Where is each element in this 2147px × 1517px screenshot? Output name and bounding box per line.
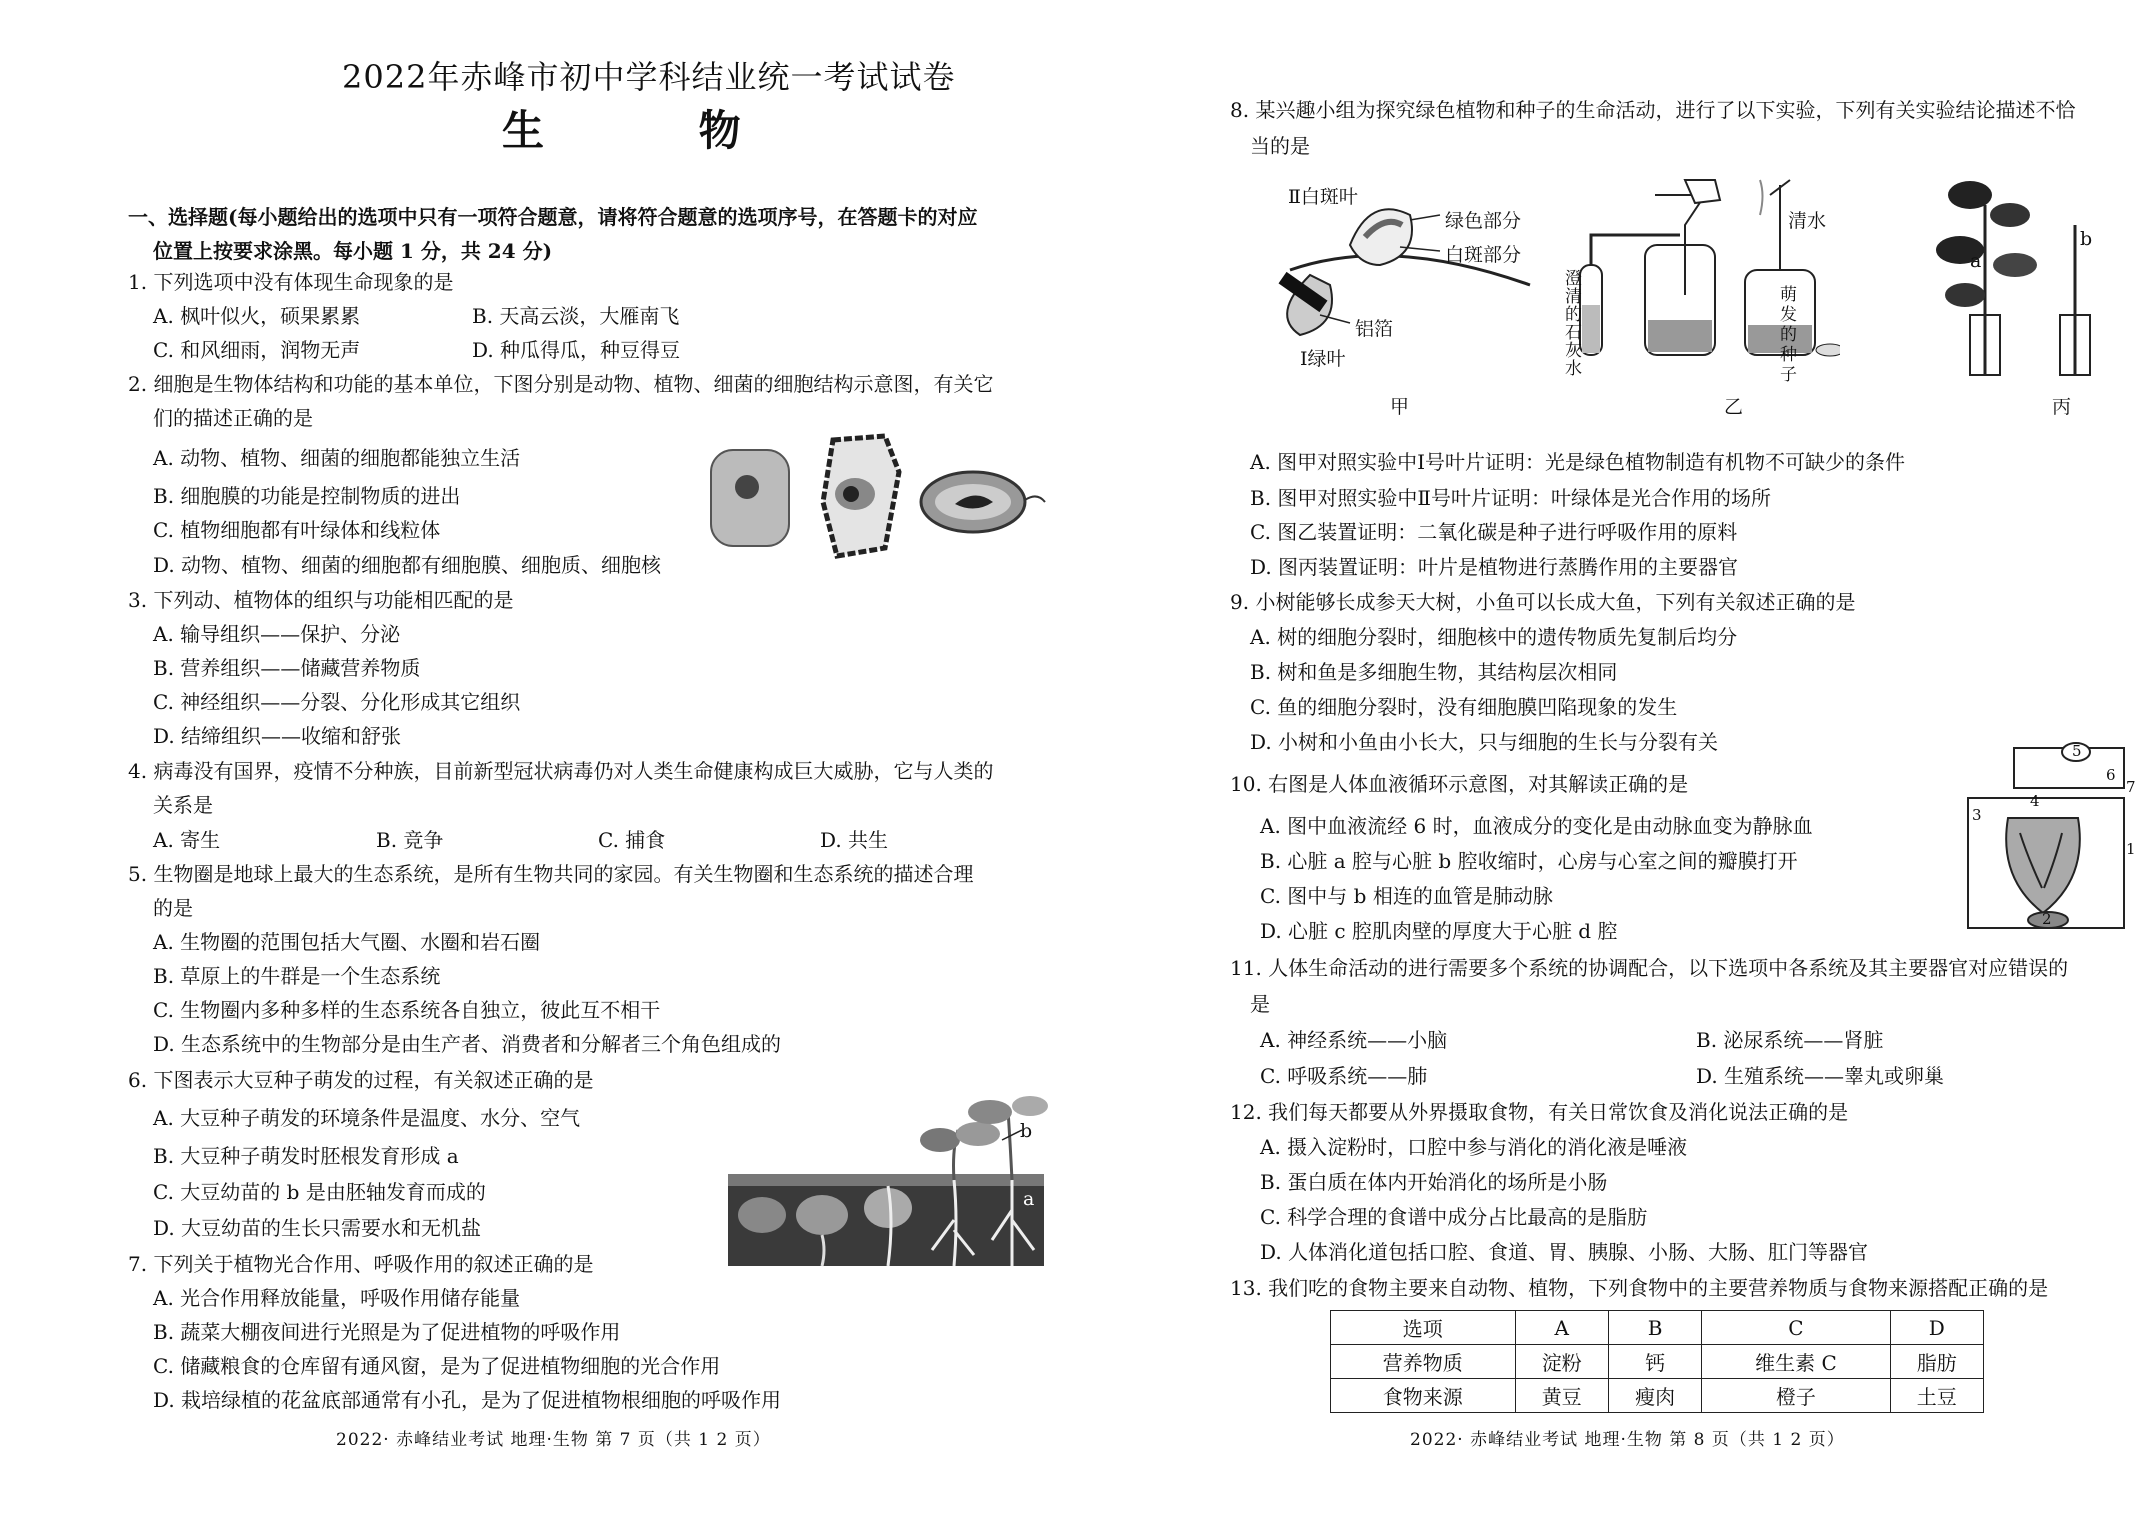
label-green-leaf: Ⅰ绿叶 [1300, 348, 1346, 370]
table-cell: 选项 [1331, 1311, 1516, 1345]
q12-option-b: B. 蛋白质在体内开始消化的场所是小肠 [1260, 1170, 1608, 1194]
question-2-line1: 2. 细胞是生物体结构和功能的基本单位，下图分别是动物、植物、细菌的细胞结构示意图，有关它 [128, 372, 994, 396]
q5-option-b: B. 草原上的牛群是一个生态系统 [153, 964, 441, 988]
label-plant-a: a [1970, 250, 1982, 272]
q11-option-c: C. 呼吸系统——肺 [1260, 1064, 1428, 1088]
section-heading-line1: 一、选择题(每小题给出的选项中只有一项符合题意，请将符合题意的选项序号，在答题卡的对应 [128, 205, 978, 229]
label-white-spot-leaf: Ⅱ白斑叶 [1288, 186, 1358, 208]
table-cell: C [1702, 1311, 1890, 1345]
q8-option-b: B. 图甲对照实验中Ⅱ号叶片证明：叶绿体是光合作用的场所 [1250, 486, 1772, 510]
table-cell: 营养物质 [1331, 1345, 1516, 1379]
q10-option-d: D. 心脏 c 腔肌肉壁的厚度大于心脏 d 腔 [1260, 919, 1618, 943]
q12-option-a: A. 摄入淀粉时，口腔中参与消化的消化液是唾液 [1260, 1135, 1688, 1159]
q11-option-b: B. 泌尿系统——肾脏 [1696, 1028, 1884, 1052]
heart-label-7: 7 [2126, 778, 2136, 796]
q8-option-a: A. 图甲对照实验中Ⅰ号叶片证明：光是绿色植物制造有机物不可缺少的条件 [1250, 450, 1906, 474]
question-4-line2: 关系是 [153, 793, 213, 817]
q12-option-d: D. 人体消化道包括口腔、食道、胃、胰腺、小肠、大肠、肛门等器官 [1260, 1240, 1869, 1264]
question-8-line1: 8. 某兴趣小组为探究绿色植物和种子的生命活动，进行了以下实验，下列有关实验结论描述不恰 [1230, 98, 2076, 122]
q8-option-d: D. 图丙装置证明：叶片是植物进行蒸腾作用的主要器官 [1250, 555, 1739, 579]
bacteria-cell-figure [921, 472, 1045, 532]
soybean-label-a: a [1023, 1188, 1035, 1210]
q1-option-c: C. 和风细雨，润物无声 [153, 338, 361, 362]
q1-option-b: B. 天高云淡，大雁南飞 [472, 304, 680, 328]
page-footer-left: 2022· 赤峰结业考试 地理·生物 第 7 页（共 1 2 页） [336, 1430, 771, 1450]
q10-option-a: A. 图中血液流经 6 时，血液成分的变化是由动脉血变为静脉血 [1260, 814, 1813, 838]
animal-cell-figure [711, 450, 789, 546]
q9-option-c: C. 鱼的细胞分裂时，没有细胞膜凹陷现象的发生 [1250, 695, 1678, 719]
q6-option-a: A. 大豆种子萌发的环境条件是温度、水分、空气 [153, 1106, 581, 1130]
q9-option-b: B. 树和鱼是多细胞生物，其结构层次相同 [1250, 660, 1618, 684]
soybean-germination-figure [722, 1090, 1052, 1270]
question-4-line1: 4. 病毒没有国界，疫情不分种族，目前新型冠状病毒仍对人类生命健康构成巨大威胁，它与人类的 [128, 759, 994, 783]
heart-label-3: 3 [1972, 806, 1982, 824]
right-page [1230, 0, 2147, 1517]
label-limewater: 澄清的石灰水 [1565, 269, 1582, 379]
section-heading-line2: 位置上按要求涂黑。每小题 1 分，共 24 分) [153, 239, 553, 263]
table-cell: 食物来源 [1331, 1379, 1516, 1413]
table-row [1331, 1379, 1984, 1413]
q5-option-d: D. 生态系统中的生物部分是由生产者、消费者和分解者三个角色组成的 [153, 1032, 782, 1056]
question-5-line2: 的是 [153, 896, 193, 920]
q3-option-c: C. 神经组织——分裂、分化形成其它组织 [153, 690, 521, 714]
q1-option-a: A. 枫叶似火，硕果累累 [153, 304, 361, 328]
table-cell: 土豆 [1890, 1379, 1983, 1413]
heart-label-1: 1 [2126, 840, 2136, 858]
figure-bing-plants [1915, 165, 2115, 385]
cell-diagrams [705, 432, 1050, 564]
table-cell: 橙子 [1702, 1379, 1890, 1413]
label-water: 清水 [1788, 210, 1827, 232]
table-cell: 脂肪 [1890, 1345, 1983, 1379]
question-3: 3. 下列动、植物体的组织与功能相匹配的是 [128, 588, 514, 612]
question-6: 6. 下图表示大豆种子萌发的过程，有关叙述正确的是 [128, 1068, 594, 1092]
table-cell: 钙 [1608, 1345, 1701, 1379]
q3-option-d: D. 结缔组织——收缩和舒张 [153, 724, 402, 748]
heart-label-6: 6 [2106, 766, 2116, 784]
q7-option-a: A. 光合作用释放能量，呼吸作用储存能量 [153, 1286, 521, 1310]
question-2-line2: 们的描述正确的是 [153, 406, 313, 430]
q4-option-b: B. 竞争 [376, 828, 444, 852]
nutrition-table [1330, 1310, 1984, 1413]
label-germinating-seeds: 萌发的种子 [1780, 285, 1797, 385]
label-figure-yi: 乙 [1724, 396, 1744, 418]
table-cell: B [1608, 1311, 1701, 1345]
q7-option-c: C. 储藏粮食的仓库留有通风窗，是为了促进植物细胞的光合作用 [153, 1354, 721, 1378]
left-page [0, 0, 1073, 1517]
page-footer-right: 2022· 赤峰结业考试 地理·生物 第 8 页（共 1 2 页） [1410, 1430, 1845, 1450]
question-13: 13. 我们吃的食物主要来自动物、植物，下列食物中的主要营养物质与食物来源搭配正确的是 [1230, 1276, 2049, 1300]
q10-option-b: B. 心脏 a 腔与心脏 b 腔收缩时，心房与心室之间的瓣膜打开 [1260, 849, 1798, 873]
label-figure-bing: 丙 [2052, 396, 2072, 418]
q6-option-d: D. 大豆幼苗的生长只需要水和无机盐 [153, 1216, 482, 1240]
question-7: 7. 下列关于植物光合作用、呼吸作用的叙述正确的是 [128, 1252, 594, 1276]
subject-title: 生 物 [502, 106, 811, 155]
table-cell: 黄豆 [1515, 1379, 1608, 1413]
question-10: 10. 右图是人体血液循环示意图，对其解读正确的是 [1230, 772, 1689, 796]
q5-option-a: A. 生物圈的范围包括大气圈、水圈和岩石圈 [153, 930, 541, 954]
label-foil: 铝箔 [1355, 318, 1394, 340]
q4-option-a: A. 寄生 [153, 828, 221, 852]
question-5-line1: 5. 生物圈是地球上最大的生态系统，是所有生物共同的家园。有关生物圈和生态系统的描述合理 [128, 862, 974, 886]
q7-option-b: B. 蔬菜大棚夜间进行光照是为了促进植物的呼吸作用 [153, 1320, 621, 1344]
soybean-label-b: b [1020, 1120, 1033, 1142]
table-cell: 淀粉 [1515, 1345, 1608, 1379]
q11-option-a: A. 神经系统——小脑 [1260, 1028, 1448, 1052]
label-plant-b: b [2080, 228, 2093, 250]
q3-option-b: B. 营养组织——储藏营养物质 [153, 656, 421, 680]
table-cell: D [1890, 1311, 1983, 1345]
exam-title: 2022年赤峰市初中学科结业统一考试试卷 [342, 58, 956, 96]
plant-cell-figure [823, 436, 899, 556]
table-row [1331, 1345, 1984, 1379]
label-figure-jia: 甲 [1390, 396, 1410, 418]
question-12: 12. 我们每天都要从外界摄取食物，有关日常饮食及消化说法正确的是 [1230, 1100, 1849, 1124]
question-8-line2: 当的是 [1250, 134, 1310, 158]
q5-option-c: C. 生物圈内多种多样的生态系统各自独立，彼此互不相干 [153, 998, 661, 1022]
heart-label-2: 2 [2042, 910, 2052, 928]
q6-option-c: C. 大豆幼苗的 b 是由胚轴发育而成的 [153, 1180, 486, 1204]
q4-option-c: C. 捕食 [598, 828, 666, 852]
table-cell: 瘦肉 [1608, 1379, 1701, 1413]
q7-option-d: D. 栽培绿植的花盆底部通常有小孔，是为了促进植物根细胞的呼吸作用 [153, 1388, 782, 1412]
q6-option-b: B. 大豆种子萌发时胚根发育形成 a [153, 1144, 459, 1168]
q12-option-c: C. 科学合理的食谱中成分占比最高的是脂肪 [1260, 1205, 1648, 1229]
q8-option-c: C. 图乙装置证明：二氧化碳是种子进行呼吸作用的原料 [1250, 520, 1738, 544]
q1-option-d: D. 种瓜得瓜，种豆得豆 [472, 338, 681, 362]
heart-label-4: 4 [2030, 792, 2040, 810]
q10-option-c: C. 图中与 b 相连的血管是肺动脉 [1260, 884, 1553, 908]
table-cell: A [1515, 1311, 1608, 1345]
q11-option-d: D. 生殖系统——睾丸或卵巢 [1696, 1064, 1945, 1088]
q2-option-a: A. 动物、植物、细菌的细胞都能独立生活 [153, 446, 521, 470]
question-11-line1: 11. 人体生命活动的进行需要多个系统的协调配合，以下选项中各系统及其主要器官对应错误的 [1230, 956, 2069, 980]
question-1: 1. 下列选项中没有体现生命现象的是 [128, 270, 454, 294]
q2-option-b: B. 细胞膜的功能是控制物质的进出 [153, 484, 461, 508]
table-row [1331, 1311, 1984, 1345]
question-11-line2: 是 [1250, 992, 1270, 1016]
question-9: 9. 小树能够长成参天大树，小鱼可以长成大鱼，下列有关叙述正确的是 [1230, 590, 1856, 614]
heart-label-5: 5 [2072, 742, 2082, 760]
table-cell: 维生素 C [1702, 1345, 1890, 1379]
label-green-part: 绿色部分 [1445, 210, 1522, 232]
q9-option-a: A. 树的细胞分裂时，细胞核中的遗传物质先复制后均分 [1250, 625, 1738, 649]
label-white-part: 白斑部分 [1445, 244, 1522, 266]
q3-option-a: A. 输导组织——保护、分泌 [153, 622, 401, 646]
q2-option-d: D. 动物、植物、细菌的细胞都有细胞膜、细胞质、细胞核 [153, 553, 662, 577]
q4-option-d: D. 共生 [820, 828, 889, 852]
q9-option-d: D. 小树和小鱼由小长大，只与细胞的生长与分裂有关 [1250, 730, 1719, 754]
q2-option-c: C. 植物细胞都有叶绿体和线粒体 [153, 518, 441, 542]
